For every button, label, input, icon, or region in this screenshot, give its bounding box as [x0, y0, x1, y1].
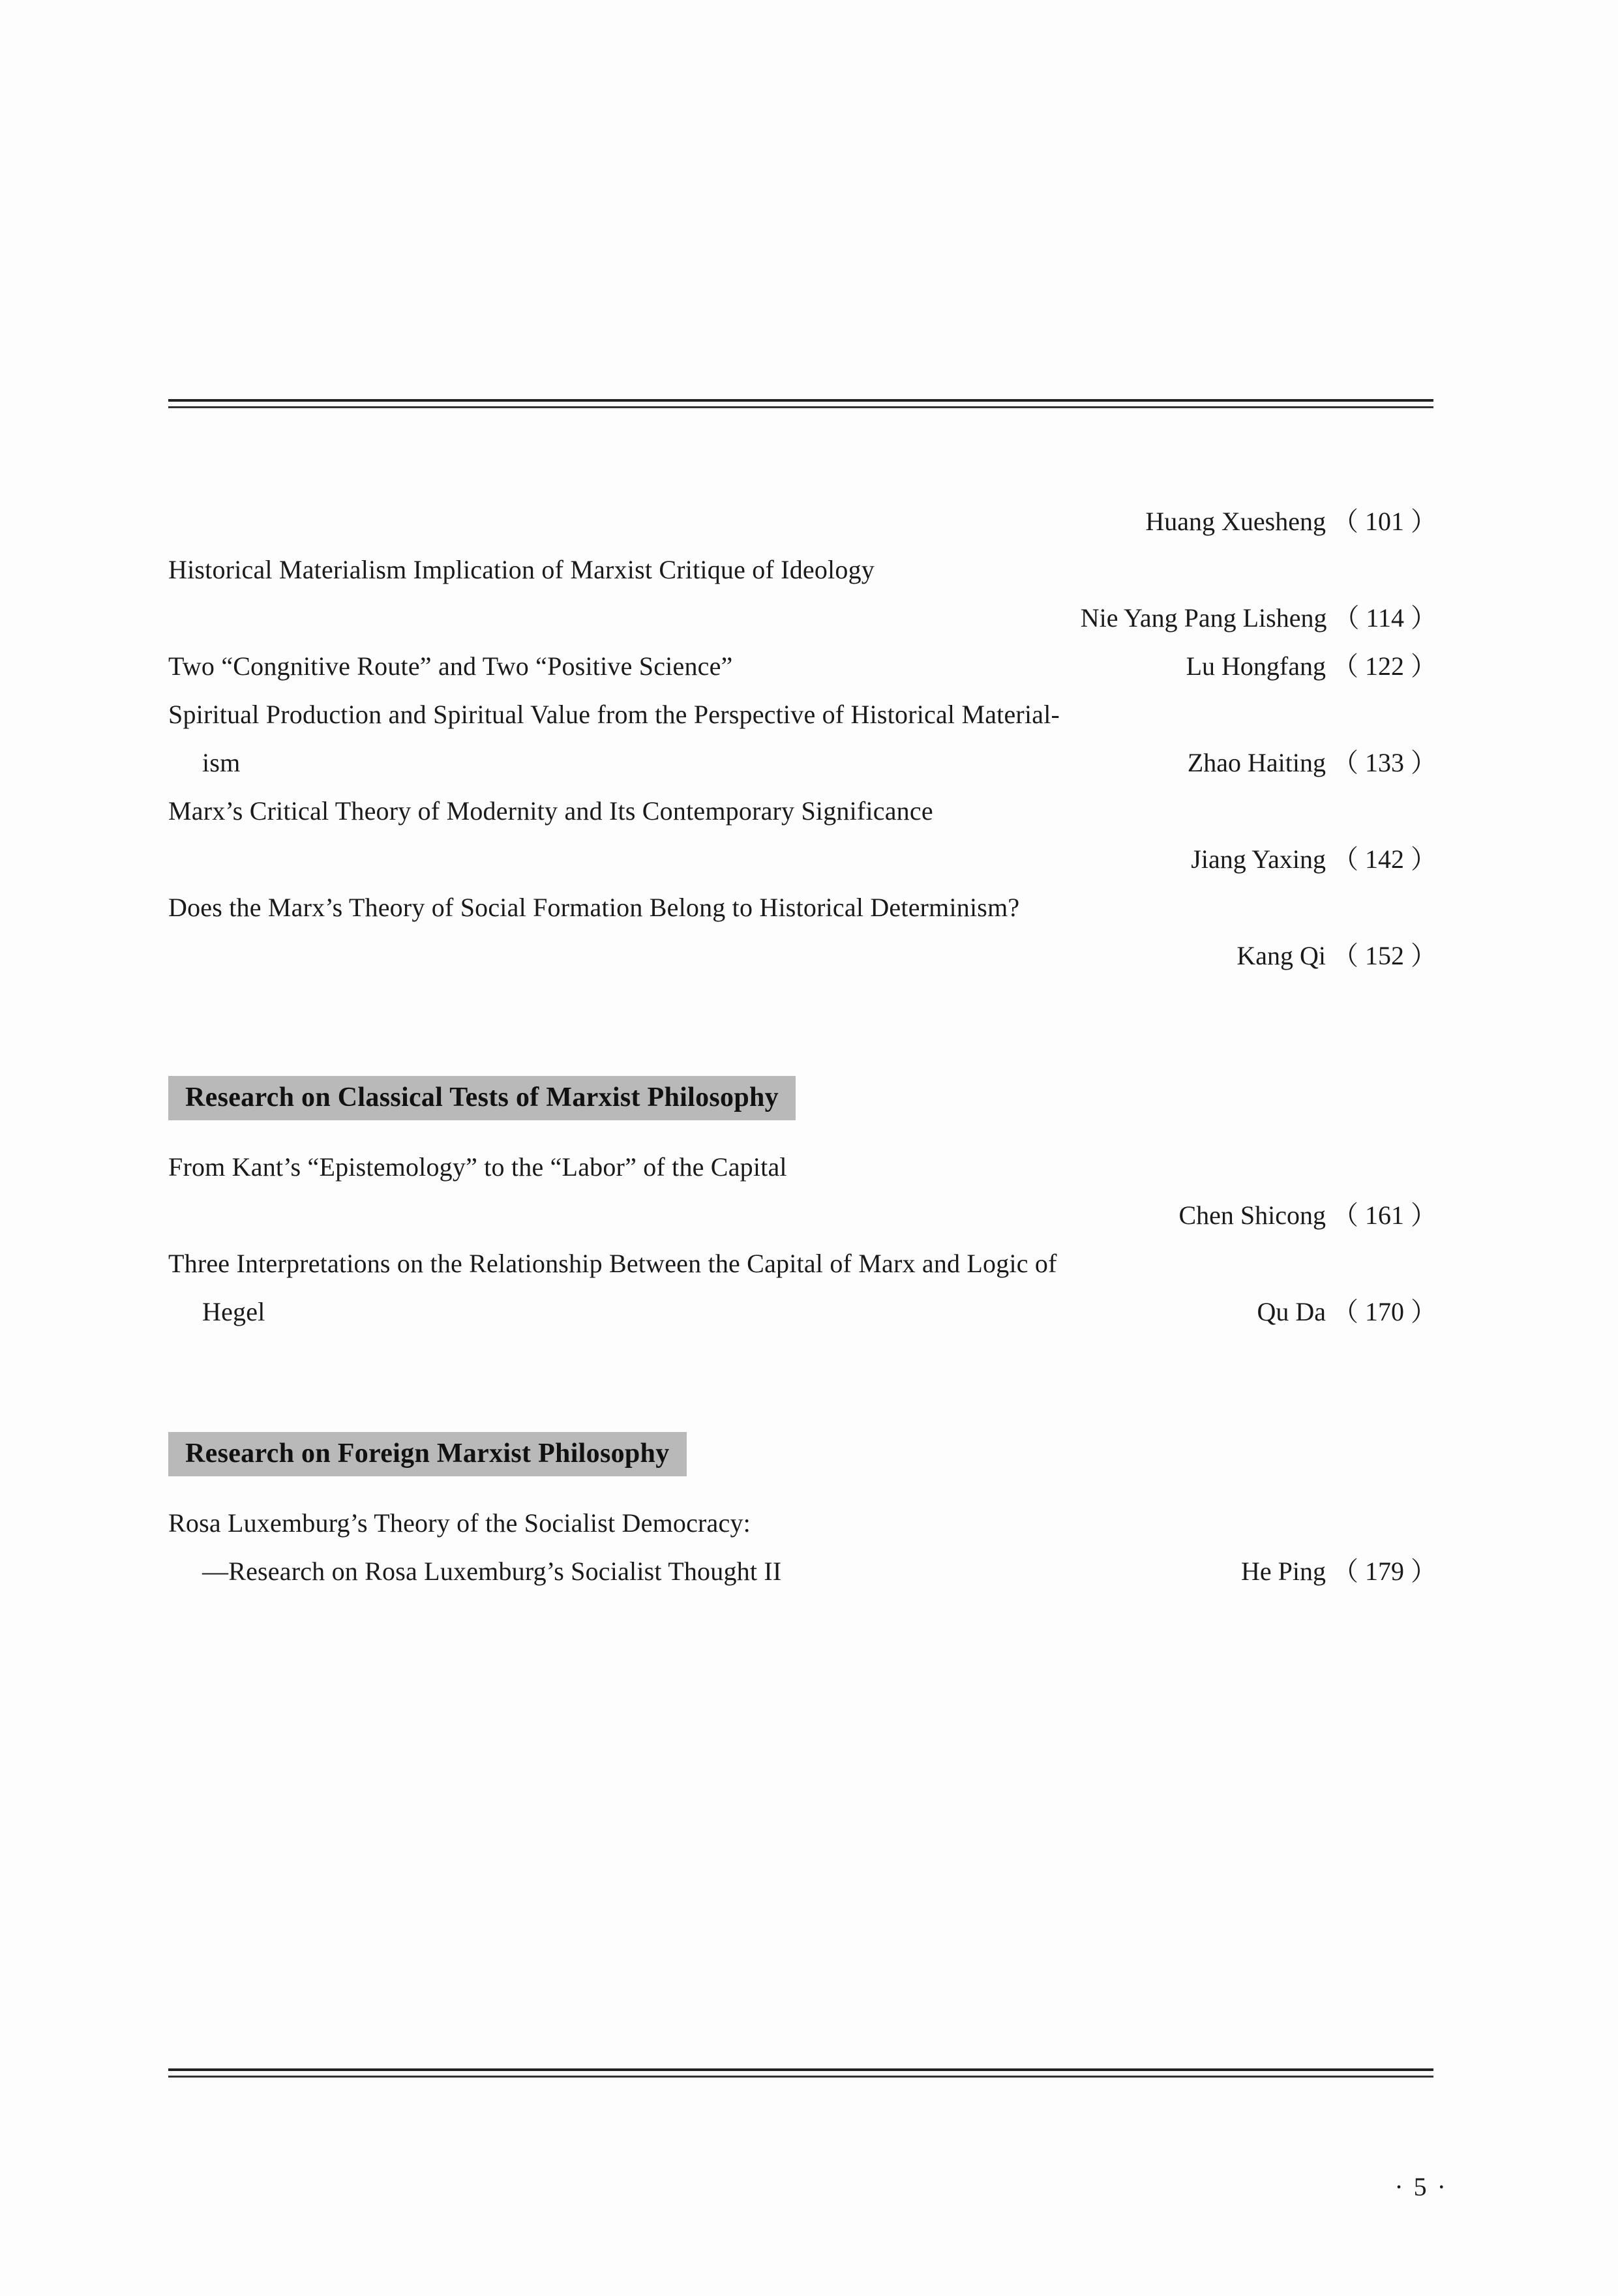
toc-line [168, 846, 1437, 895]
toc-entry [168, 1510, 1437, 1607]
table-of-contents [168, 509, 1437, 1607]
toc-line [168, 557, 1437, 605]
toc-title-continuation: —Research on Rosa Luxemburg’s Socialist Thought II [202, 1557, 782, 1586]
footer-rule-thin [168, 2076, 1433, 2078]
header-rule [168, 399, 1433, 408]
toc-line [168, 702, 1437, 750]
toc-title: Two “Congnitive Route” and Two “Positive Science” [168, 651, 733, 681]
footer-rule-gap [168, 2071, 1433, 2076]
toc-entry [168, 509, 1437, 557]
toc-line [168, 605, 1437, 653]
toc-line [168, 1510, 1437, 1558]
toc-line [168, 1202, 1437, 1251]
section-heading-label: Research on Classical Tests of Marxist Philosophy [168, 1076, 796, 1120]
section-header-foreign-marxist [168, 1432, 1437, 1510]
toc-entry [168, 557, 1437, 653]
toc-credit: Qu Da （ 170 ） [1257, 1297, 1437, 1326]
toc-line [168, 1299, 1437, 1347]
toc-entry [168, 895, 1437, 991]
toc-title: Rosa Luxemburg’s Theory of the Socialist Democracy: [168, 1508, 751, 1538]
toc-line [168, 798, 1437, 846]
toc-title-continuation: ism [202, 748, 241, 777]
toc-credit: Lu Hongfang （ 122 ） [1186, 651, 1437, 681]
footer-rule [168, 2068, 1433, 2078]
toc-line [168, 1251, 1437, 1299]
toc-line [168, 895, 1437, 943]
toc-credit: Chen Shicong （ 161 ） [1178, 1200, 1437, 1230]
section-spacer [168, 1347, 1437, 1432]
toc-entry [168, 702, 1437, 798]
toc-entry [168, 798, 1437, 895]
toc-credit: Kang Qi （ 152 ） [1236, 941, 1437, 970]
toc-entry [168, 1251, 1437, 1347]
toc-line [168, 943, 1437, 991]
section-spacer [168, 991, 1437, 1076]
toc-title: Does the Marx’s Theory of Social Formation Belong to Historical Determinism? [168, 893, 1020, 922]
toc-credit: Zhao Haiting （ 133 ） [1187, 748, 1437, 777]
toc-title: From Kant’s “Epistemology” to the “Labor” of the Capital [168, 1152, 787, 1182]
toc-credit: Nie Yang Pang Lisheng （ 114 ） [1080, 603, 1437, 633]
toc-line [168, 750, 1437, 798]
header-rule-thin [168, 406, 1433, 408]
page-number: · 5 · [1394, 2172, 1448, 2201]
toc-credit: Jiang Yaxing （ 142 ） [1191, 844, 1437, 874]
header-rule-gap [168, 402, 1433, 406]
toc-line [168, 509, 1437, 557]
toc-entry [168, 653, 1437, 702]
toc-title-continuation: Hegel [202, 1297, 265, 1326]
toc-line [168, 1154, 1437, 1202]
toc-line [168, 653, 1437, 702]
toc-entry [168, 1154, 1437, 1251]
toc-credit: Huang Xuesheng （ 101 ） [1145, 507, 1437, 536]
toc-title: Historical Materialism Implication of Marxist Critique of Ideology [168, 555, 875, 584]
toc-title: Three Interpretations on the Relationship Between the Capital of Marx and Logic of [168, 1249, 1057, 1278]
toc-title: Marx’s Critical Theory of Modernity and Its Contemporary Significance [168, 796, 933, 826]
toc-title: Spiritual Production and Spiritual Value from the Perspective of Historical Material- [168, 700, 1060, 729]
toc-credit: He Ping （ 179 ） [1241, 1557, 1437, 1586]
section-header-classical-tests [168, 1076, 1437, 1154]
section-heading-label: Research on Foreign Marxist Philosophy [168, 1432, 687, 1476]
toc-line [168, 1558, 1437, 1607]
